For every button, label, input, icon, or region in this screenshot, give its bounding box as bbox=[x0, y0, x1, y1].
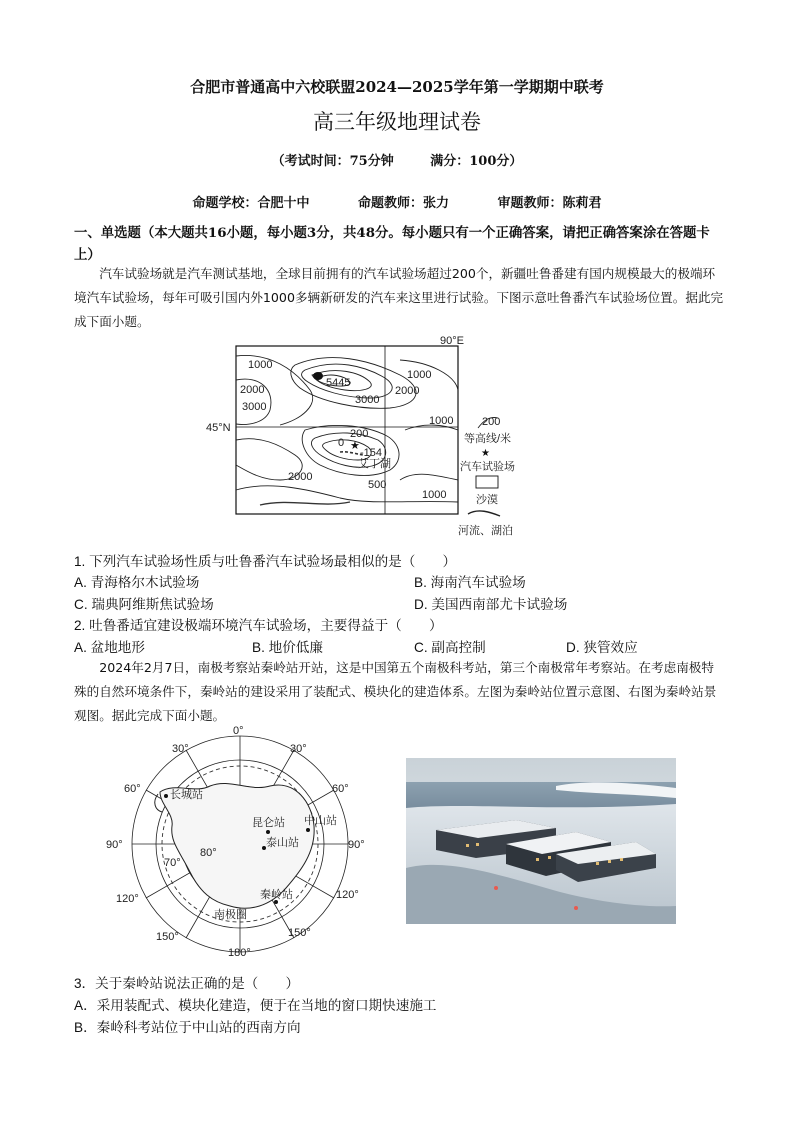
lon-label-90w: 90° bbox=[106, 839, 123, 851]
q1-option-c[interactable]: C. 瑞典阿维斯焦试验场 bbox=[74, 597, 214, 612]
full-score: 满分：100分） bbox=[430, 154, 523, 169]
q1-option-b[interactable]: B. 海南汽车试验场 bbox=[414, 575, 526, 590]
contour-label: 2000 bbox=[288, 471, 313, 483]
lon-label-60e: 60° bbox=[332, 783, 349, 795]
qinling-station-photo bbox=[406, 758, 676, 924]
lat-label-70: 70° bbox=[164, 857, 181, 869]
lowest-elevation-label: -154 bbox=[360, 447, 383, 459]
q3-option-b[interactable]: B．秦岭科考站位于中山站的西南方向 bbox=[74, 1020, 301, 1035]
great-wall-station-label: 长城站 bbox=[170, 789, 203, 801]
peak-elevation-label: 5445 bbox=[326, 377, 351, 389]
exam-time: （考试时间：75分钟 bbox=[271, 154, 394, 169]
lat-label-80: 80° bbox=[200, 847, 217, 859]
passage-1: 汽车试验场就是汽车测试基地，全球目前拥有的汽车试验场超过200个，新疆吐鲁番建有国内规模最大的极端环境汽车试验场，每年可吸引国内外1000多辆新研发的汽车来这里进行试验。下图示意吐鲁番汽车试验场位置。据此完成下面小题。 bbox=[74, 266, 724, 329]
legend-star-icon: ★ bbox=[481, 448, 490, 459]
exam-info bbox=[0, 150, 794, 169]
section-heading: 一、单选题（本大题共16小题，每小题3分，共48分。每小题只有一个正确答案，请把正确答案涂在答题卡上） bbox=[74, 225, 710, 263]
lon-label-30e: 30° bbox=[290, 743, 307, 755]
contour-label: 200 bbox=[350, 428, 369, 440]
lon-label-60w: 60° bbox=[124, 783, 141, 795]
lon-label-180: 180° bbox=[228, 947, 251, 959]
passage-2: 2024年2月7日，南极考察站秦岭站开站，这是中国第五个南极科考站，第三个南极常年考察站。在考虑南极特殊的自然环境条件下，秦岭站的建设采用了装配式、模块化的建造体系。左图为秦岭站位置示意图、右图为秦岭站景观图。据此完成下面小题。 bbox=[74, 660, 717, 723]
kunlun-station-label: 昆仑站 bbox=[252, 817, 285, 829]
antarctic-circle-label: 南极圈 bbox=[214, 909, 247, 921]
contour-label: 1000 bbox=[422, 489, 447, 501]
lon-label-90e: 90° bbox=[348, 839, 365, 851]
test-site-star-icon: ★ bbox=[350, 439, 360, 452]
lon-label-120e: 120° bbox=[336, 889, 359, 901]
taishan-station-label: 泰山站 bbox=[266, 837, 299, 849]
question-1-stem: 1. 下列汽车试验场性质与吐鲁番汽车试验场最相似的是（ ） bbox=[74, 554, 457, 569]
q2-option-a[interactable]: A. 盆地地形 bbox=[74, 640, 145, 655]
contour-label: 2000 bbox=[395, 385, 420, 397]
map-legend bbox=[458, 416, 515, 537]
q2-option-b[interactable]: B. 地价低廉 bbox=[252, 640, 323, 655]
q1-option-d[interactable]: D. 美国西南部尤卡试验场 bbox=[414, 597, 568, 612]
zhongshan-station-label: 中山站 bbox=[304, 815, 337, 827]
turpan-contour-map bbox=[200, 330, 530, 542]
q3-option-a[interactable]: A．采用装配式、模块化建造，便于在当地的窗口期快速施工 bbox=[74, 998, 437, 1013]
author: 命题教师：张力 bbox=[357, 196, 449, 211]
contour-label: 1000 bbox=[248, 359, 273, 371]
contour-label: 3000 bbox=[355, 394, 380, 406]
q1-option-a[interactable]: A. 青海格尔木试验场 bbox=[74, 575, 200, 590]
contour-label: 1000 bbox=[429, 415, 454, 427]
ayding-lake-label: 艾丁湖 bbox=[358, 458, 391, 470]
lon-label-150e: 150° bbox=[288, 927, 311, 939]
legend-contour-value: 200 bbox=[482, 416, 501, 428]
lon-label-0: 0° bbox=[233, 725, 244, 737]
q2-option-d[interactable]: D. 狭管效应 bbox=[566, 640, 638, 655]
contour-label: 3000 bbox=[242, 401, 267, 413]
lat-label: 45°N bbox=[206, 422, 231, 434]
school: 命题学校：合肥十中 bbox=[192, 196, 310, 211]
contour-label: 0 bbox=[338, 437, 345, 449]
exam-title: 合肥市普通高中六校联盟2024—2025学年第一学期期中联考 bbox=[190, 78, 604, 96]
lon-label-120w: 120° bbox=[116, 893, 139, 905]
legend-contour: 等高线/米 bbox=[464, 433, 512, 445]
reviewer: 审题教师：陈莉君 bbox=[497, 196, 602, 211]
antarctica-location-map bbox=[100, 722, 390, 960]
legend-river: 河流、湖泊 bbox=[458, 525, 513, 537]
legend-desert-box bbox=[476, 476, 498, 488]
question-3-stem: 3．关于秦岭站说法正确的是（ ） bbox=[74, 976, 300, 991]
lon-label-150w: 150° bbox=[156, 931, 179, 943]
legend-desert: 沙漠 bbox=[476, 494, 498, 506]
exam-credits bbox=[0, 192, 794, 211]
legend-site: 汽车试验场 bbox=[460, 461, 515, 473]
lon-label: 90°E bbox=[440, 335, 464, 347]
contour-label: 500 bbox=[368, 479, 387, 491]
contour-label: 1000 bbox=[407, 369, 432, 381]
exam-subtitle: 高三年级地理试卷 bbox=[313, 110, 481, 134]
contour-label: 2000 bbox=[240, 384, 265, 396]
lon-label-30w: 30° bbox=[172, 743, 189, 755]
q2-option-c[interactable]: C. 副高控制 bbox=[414, 640, 486, 655]
qinling-station-label: 秦岭站 bbox=[260, 889, 293, 901]
question-2-stem: 2. 吐鲁番适宜建设极端环境汽车试验场，主要得益于（ ） bbox=[74, 618, 443, 633]
